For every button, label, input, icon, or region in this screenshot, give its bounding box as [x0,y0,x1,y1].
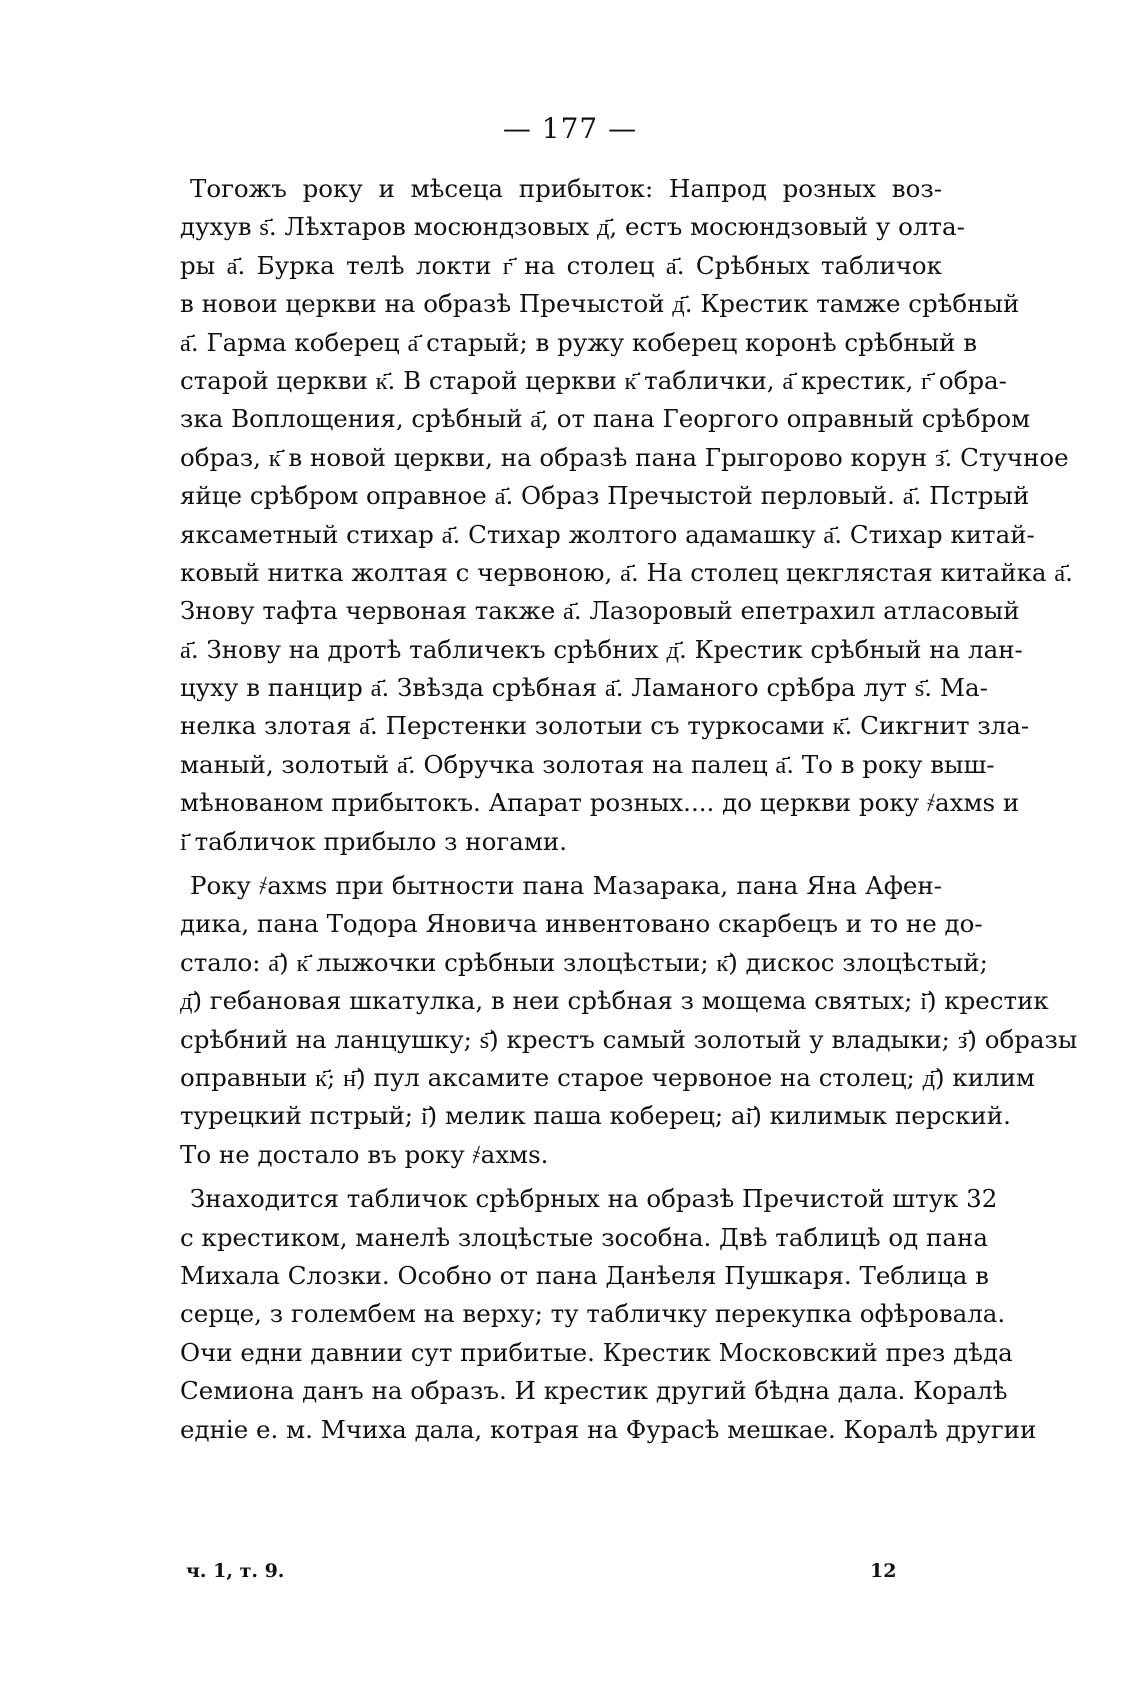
text-line: д҃) гебановая шкатулка, в неи срѣбная з мощема святых; і҃) крестик [180,986,1049,1016]
text-line: едніе е. м. Мчиха дала, котрая на Фурасѣ мешкае. Коралѣ другии [180,1414,1037,1444]
text-line: То не достало въ року ҂ахмѕ. [180,1139,549,1169]
text-line: цуху в панцир а҃. Звѣзда срѣбная а҃. Ламаного срѣбра лут ѕ҃. Ма- [180,673,988,703]
text-line: нелка злотая а҃. Перстенки золотыи съ туркосами к҃. Сикгнит зла- [180,711,1030,741]
text-line: зка Воплощения, срѣбный а҃, от пана Георгого оправный срѣбром [180,404,1031,434]
text-line: Знаходится табличок срѣбрных на образѣ Пречистой штук 32 [190,1184,998,1214]
page-footer [0,1560,1140,1590]
text-line: а҃. Знову на дротѣ табличекъ срѣбних д҃. Крестик срѣбный на лан- [180,634,1023,664]
text-line: Року ҂ахмѕ при бытности пана Мазарака, пана Яна Афен- [190,871,942,901]
paragraph-inventory [180,867,1078,1174]
text-line: ковый нитка жолтая с червоною, а҃. На столец цекглястая китайка а҃. [180,557,1073,587]
text-line: а҃. Гарма коберец а҃ старый; в ружу коберец коронѣ срѣбный в [180,327,978,357]
text-line: серце, з голембем на верху; ту табличку перекупка офѣровала. [180,1299,1006,1329]
text-line: духув ѕ҃. Лѣхтаров мосюндзовых д҃, естъ мосюндзовый у олта- [180,212,965,242]
text-line: оправныи к҃; н҃) пул аксамите старое червоное на столец; д҃) килим [180,1062,1035,1092]
page-number: — 177 — [502,112,638,145]
paragraph-plaques [180,1180,1037,1449]
text-line: старой церкви к҃. В старой церкви к҃ таблички, а҃ крестик, г҃ обра- [180,365,1007,395]
text-line: Семиона данъ на образъ. И крестик другий бѣдна дала. Коралѣ [180,1376,1008,1406]
text-line: срѣбний на ланцушку; ѕ҃) крестъ самый золотый у владыки; з҃) образы [180,1024,1078,1054]
folio-number: 12 [870,1560,897,1582]
text-line: Очи едни давнии сут прибитые. Крестик Московский през дѣда [180,1337,1013,1367]
text-line: в новои церкви на образѣ Пречыстой д҃. Крестик тамже срѣбный [180,289,1020,319]
text-line: образ, к҃ в новой церкви, на образѣ пана Грыгорово корун з҃. Стучное [180,442,1069,472]
signature-mark: ч. 1, т. 9. [186,1560,285,1582]
paragraph-income [180,170,1073,861]
body-text [180,170,1078,1455]
text-line: яйце срѣбром оправное а҃. Образ Пречыстой перловый. а҃. Пстрый [180,481,1030,511]
text-line: с крестиком, манелѣ злоцѣстые зособна. Двѣ таблицѣ од пана [180,1222,988,1252]
text-line: турецкий пстрый; і҃) мелик паша коберец; аі҃) килимык перский. [180,1101,1011,1131]
text-line: мѣнованом прибытокъ. Апарат розных.... до церкви року ҂ахмѕ и [180,788,1020,818]
text-line: Знову тафта червоная также а҃. Лазоровый епетрахил атласовый [180,596,1020,626]
text-line: дика, пана Тодора Яновича инвентовано скарбецъ и то не до- [180,909,983,939]
text-line: Тогожъ року и мѣсеца прибыток: Напрод розных воз- [190,174,942,203]
text-line: маный, золотый а҃. Обручка золотая на палец а҃. То в року выш- [180,749,995,779]
text-line: Михала Слозки. Особно от пана Данѣеля Пушкаря. Теблица в [180,1260,989,1290]
text-line: стало: а҃) к҃ лыжочки срѣбныи злоцѣстыи; к҃) дискос злоцѣстый; [180,947,988,977]
text-line: ры а҃. Бурка телѣ локти г҃ на столец а҃. Срѣбных табличок [180,250,942,280]
text-line: і҃ табличок прибыло з ногами. [180,826,567,856]
text-line: яксаметный стихар а҃. Стихар жолтого адамашку а҃. Стихар китай- [180,519,1035,549]
